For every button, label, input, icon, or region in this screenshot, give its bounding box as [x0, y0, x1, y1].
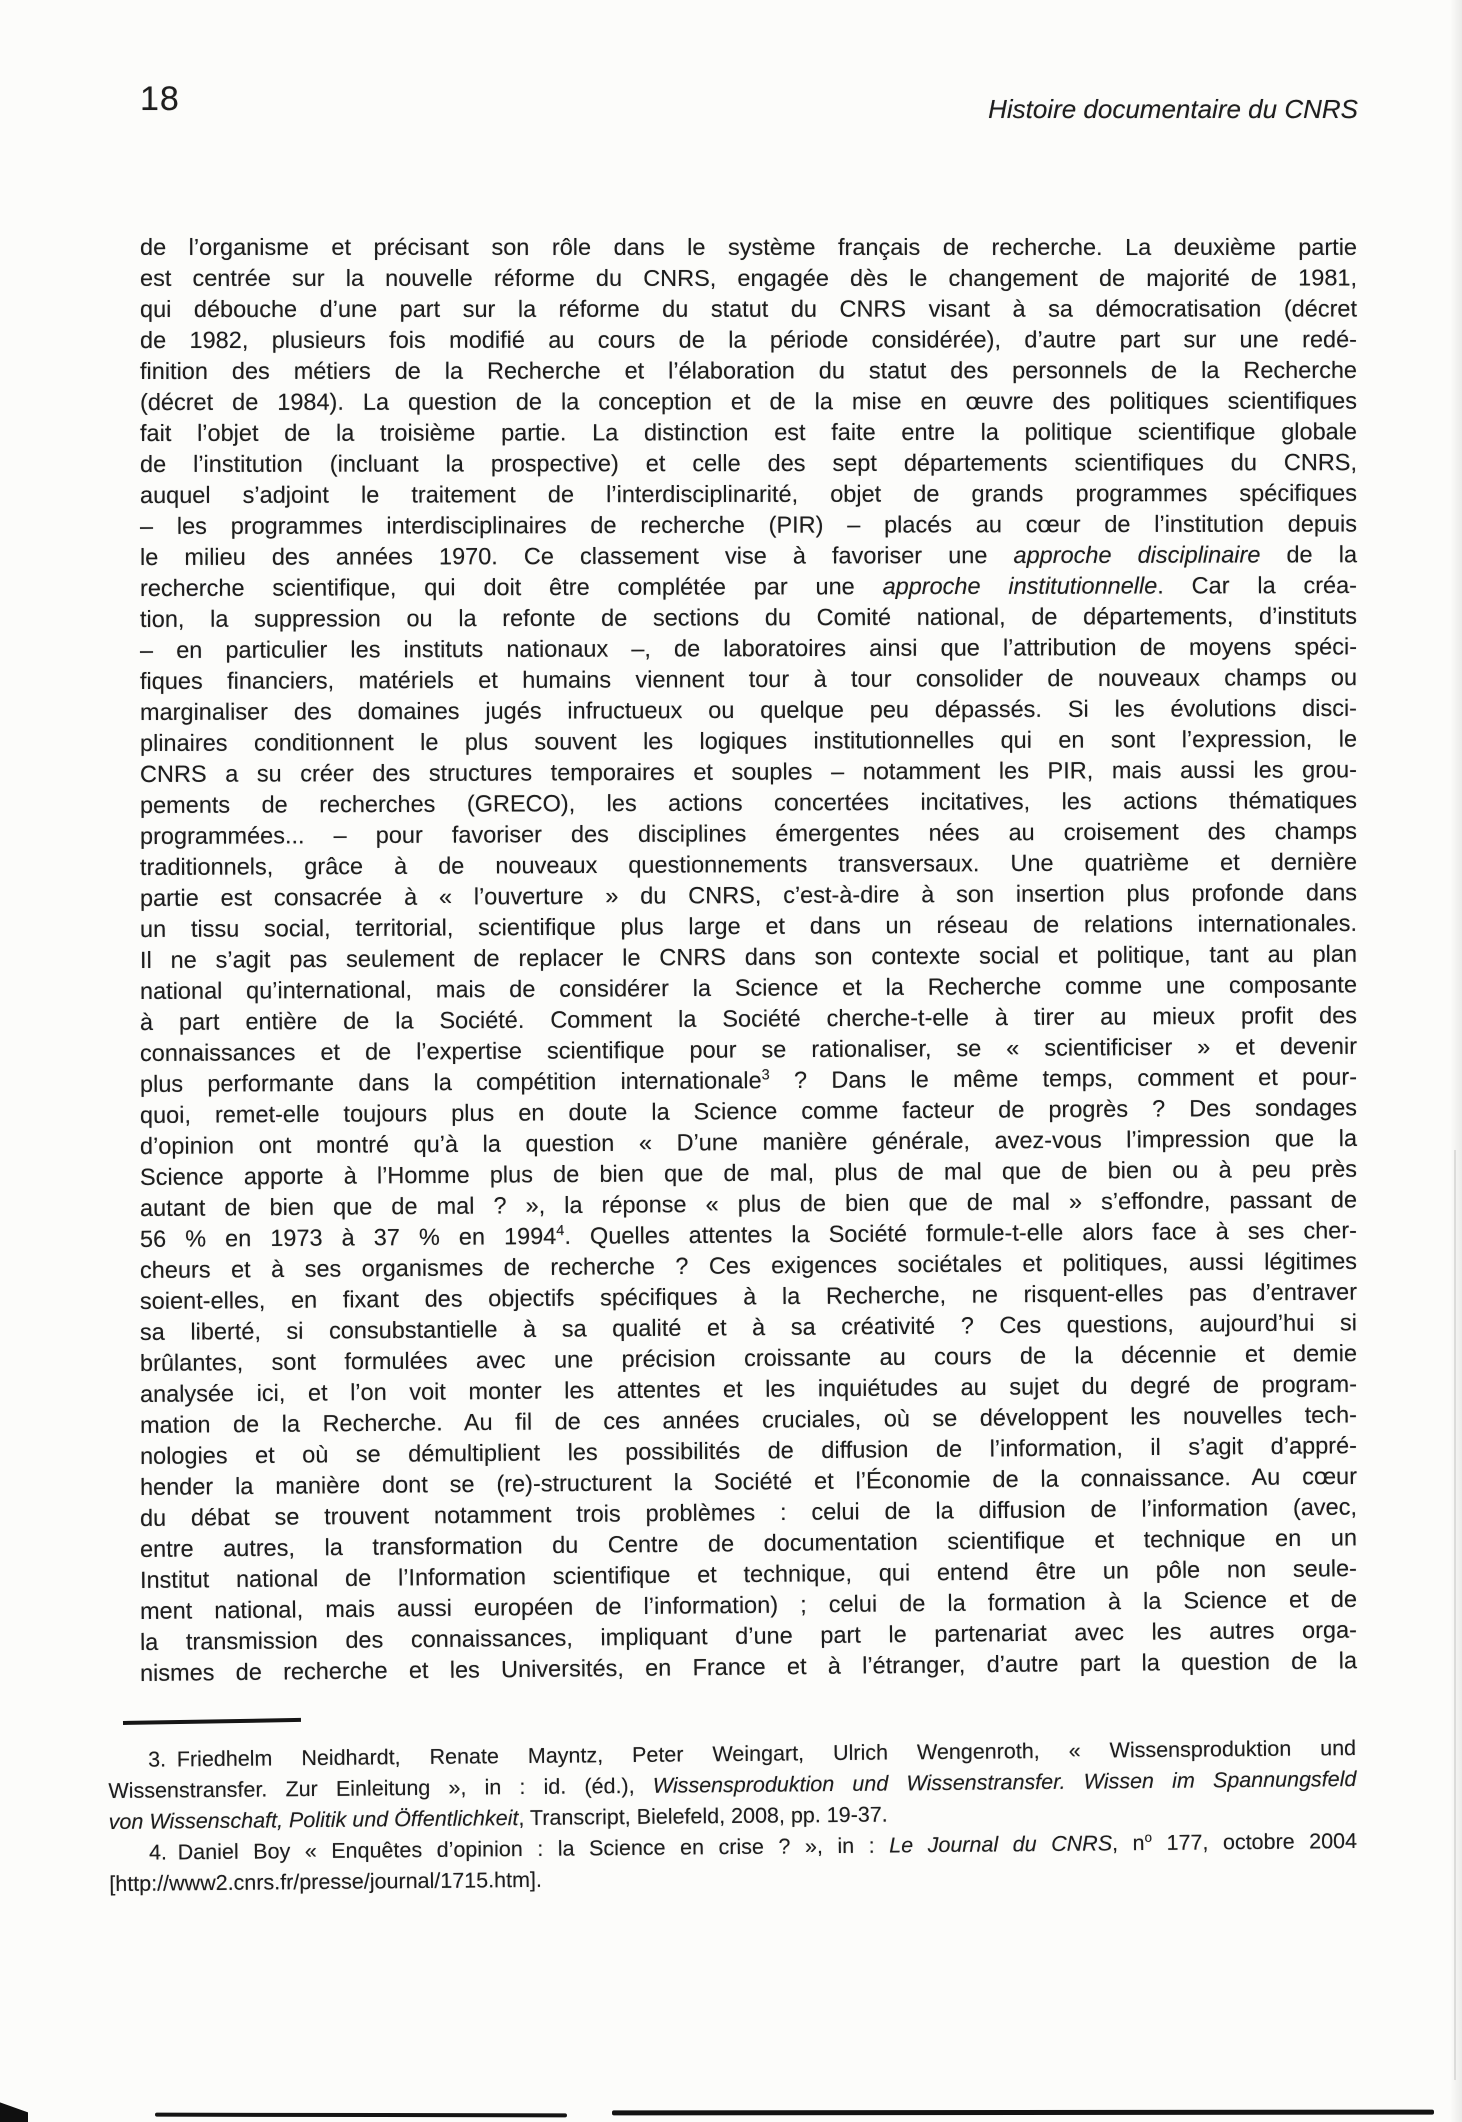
body-line: tion, la suppression ou la refonte de sections du Comité national, de départements, d’instituts — [139, 602, 1358, 632]
body-line: traditionnels, grâce à de nouveaux questionnements transversaux. Une quatrième et dernière — [139, 848, 1358, 880]
body-line: auquel s’adjoint le traitement de l’interdisciplinarité, objet de grands programmes spécifiques — [139, 479, 1358, 508]
footnote-line: 3. Friedhelm Neidhardt, Renate Mayntz, Peter Weingart, Ulrich Wengenroth, « Wissensproduktion und — [148, 1736, 1357, 1772]
body-line: nismes de recherche et les Universités, en France et à l’étranger, d’autre part la question de la — [139, 1647, 1358, 1686]
body-line: brûlantes, sont formulées avec une précision croissante au cours de la décennie et demie — [139, 1340, 1358, 1376]
page-edge-shadow — [1450, 0, 1462, 2122]
body-line: mation de la Recherche. Au fil de ces années cruciales, où se développent les nouvelles tech- — [139, 1401, 1358, 1438]
body-line: Science apporte à l’Homme plus de bien que de mal, plus de mal que de bien ou à peu près — [139, 1155, 1358, 1190]
body-text — [140, 232, 1357, 1689]
body-line: sa liberté, si consubstantielle à sa qualité et à sa créativité ? Ces questions, aujourd’hui si — [139, 1309, 1358, 1345]
body-line: est centrée sur la nouvelle réforme du CNRS, engagée dès le changement de majorité de 1981, — [139, 264, 1358, 291]
body-line: pements de recherches (GRECO), les actions concertées incitatives, les actions thématiques — [139, 787, 1358, 818]
body-line: à part entière de la Société. Comment la Société cherche-t-elle à tirer au mieux profit des — [139, 1002, 1358, 1035]
body-line: autant de bien que de mal ? », la réponse « plus de bien que de mal » s’effondre, passant de — [139, 1186, 1358, 1221]
body-line: du débat se trouvent notamment trois problèmes : celui de la diffusion de l’information (avec, — [139, 1493, 1358, 1531]
body-line: marginaliser des domaines jugés infructueux ou quelque peu dépassés. Si les évolutions disci- — [139, 694, 1358, 725]
body-line: nologies et où se démultiplient les possibilités de diffusion de l’information, il s’agit d’appré- — [139, 1432, 1358, 1469]
body-line: Il ne s’agit pas seulement de replacer le CNRS dans son contexte social et politique, tant au plan — [139, 940, 1358, 973]
body-line: programmées... – pour favoriser des disciplines émergentes nées au croisement des champs — [139, 817, 1358, 849]
body-line: quoi, remet-elle toujours plus en doute la Science comme facteur de progrès ? Des sondages — [139, 1094, 1358, 1128]
footnote-line: Wissenstransfer. Zur Einleitung », in : id. (éd.), Wissensproduktion und Wissenstransfer. Wissen im Spannungsfeld — [108, 1767, 1357, 1803]
body-line: le milieu des années 1970. Ce classement vise à favoriser une approche disciplinaire de la — [139, 541, 1358, 570]
body-line: plinaires conditionnent le plus souvent les logiques institutionnelles qui en sont l’expression, le — [139, 725, 1358, 756]
body-line: connaissances et de l’expertise scientifique pour se rationaliser, se « scientificiser » et devenir — [139, 1032, 1358, 1066]
body-line: de l’institution (incluant la prospective) et celle des sept départements scientifiques du CNRS, — [139, 449, 1358, 477]
footnote-line: [http://www2.cnrs.fr/presse/journal/1715.htm]. — [109, 1867, 543, 1896]
body-line: CNRS a su créer des structures temporaires et souples – notamment les PIR, mais aussi les grou- — [139, 756, 1358, 787]
body-line: de 1982, plusieurs fois modifié au cours de la période considérée), d’autre part sur une redé- — [139, 326, 1358, 353]
body-line: la transmission des connaissances, impliquant d’une part le partenariat avec les autres orga- — [139, 1616, 1358, 1655]
footnote-separator — [123, 1718, 301, 1725]
body-line: Institut national de l’Information scientifique et technique, qui entend être un pôle non seule- — [139, 1555, 1358, 1593]
body-line: (décret de 1984). La question de la conception et de la mise en œuvre des politiques scientifiques — [139, 387, 1358, 415]
body-line: de l’organisme et précisant son rôle dans le système français de recherche. La deuxième partie — [140, 234, 1357, 260]
footnote-line: 4. Daniel Boy « Enquêtes d’opinion : la Science en crise ? », in : Le Journal du CNRS, $n^o$ 177, octobre 2004 — [148, 1829, 1358, 1865]
body-line: fiques financiers, matériels et humains viennent tour à tour consolider de nouveaux champs ou — [139, 664, 1358, 694]
body-line: ment national, mais aussi européen de l’information) ; celui de la formation à la Science et de — [139, 1585, 1358, 1624]
body-line: un tissu social, territorial, scientifique plus large et dans un réseau de relations internationales. — [139, 909, 1358, 942]
body-line: finition des métiers de la Recherche et l’élaboration du statut des personnels de la Recherche — [139, 356, 1358, 384]
scan-mark-bottom-right — [612, 2110, 1434, 2116]
body-line: 56 % en 1973 à 37 % en 1994$^4$. Quelles attentes la Société formule-t-elle alors face à ses cher- — [139, 1217, 1358, 1252]
body-line: fait l’objet de la troisième partie. La distinction est faite entre la politique scientifique globale — [139, 418, 1358, 446]
body-line: analysée ici, et l’on voit monter les attentes et les inquiétudes au sujet du degré de program- — [139, 1370, 1358, 1407]
body-line: national qu’international, mais de considérer la Science et la Recherche comme une composante — [139, 971, 1358, 1004]
scan-mark-bottom-left — [155, 2113, 567, 2118]
body-line: qui débouche d’une part sur la réforme du statut du CNRS visant à sa démocratisation (décret — [139, 295, 1358, 322]
body-line: – en particulier les instituts nationaux –, de laboratoires ainsi que l’attribution de moyens spéci- — [139, 633, 1358, 663]
scan-mark-corner — [0, 2098, 28, 2122]
body-line: soient-elles, en fixant des objectifs spécifiques à la Recherche, ne risquent-elles pas d’entraver — [139, 1278, 1358, 1314]
running-head: Histoire documentaire du CNRS — [988, 94, 1358, 124]
footnote-line: von Wissenschaft, Politik und Öffentlichkeit, Transcript, Bielefeld, 2008, pp. 19-37. — [108, 1802, 888, 1834]
body-line: recherche scientifique, qui doit être complétée par une approche institutionnelle. Car la créa- — [139, 571, 1358, 601]
body-line: cheurs et à ses organismes de recherche ? Ces exigences sociétales et politiques, aussi légitimes — [139, 1247, 1358, 1283]
footnotes — [108, 1733, 1357, 1900]
body-line: hender la manière dont se (re)-structurent la Société et l’Économie de la connaissance. Au cœur — [139, 1462, 1358, 1500]
body-line: partie est consacrée à « l’ouverture » du CNRS, c’est-à-dire à son insertion plus profonde dans — [139, 879, 1358, 911]
body-line: plus performante dans la compétition internationale$^3$ ? Dans le même temps, comment et pour- — [139, 1063, 1358, 1097]
body-line: d’opinion ont montré qu’à la question « D’une manière générale, avez-vous l’impression que la — [139, 1124, 1358, 1159]
page-number: 18 — [140, 80, 180, 118]
body-line: entre autres, la transformation du Centre de documentation scientifique et technique en un — [139, 1524, 1358, 1562]
body-line: – les programmes interdisciplinaires de recherche (PIR) – placés au cœur de l’institution depuis — [139, 510, 1358, 539]
